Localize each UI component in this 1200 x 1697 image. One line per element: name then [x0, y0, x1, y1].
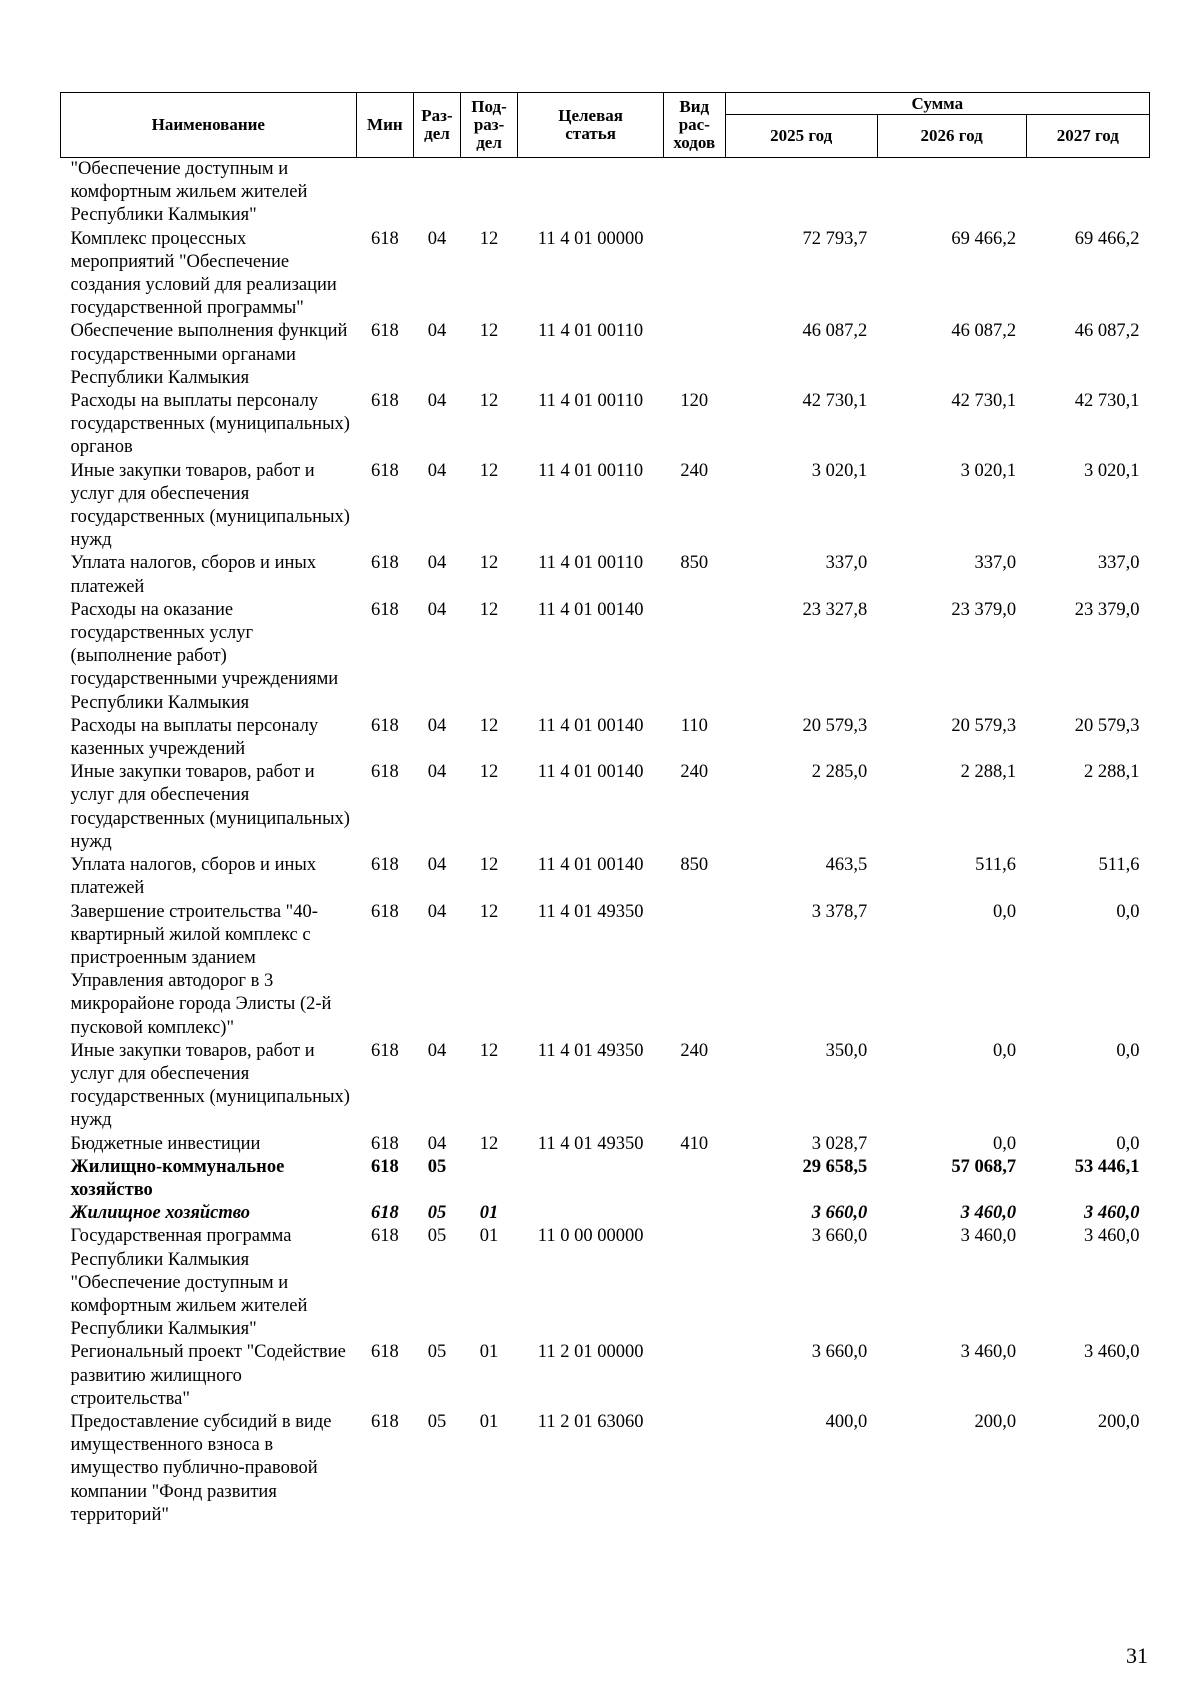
- row-amount-2027: 42 730,1: [1074, 391, 1140, 412]
- row-razdel: 05: [427, 1203, 447, 1224]
- row-amount-2027: 0,0: [1116, 1133, 1140, 1154]
- row-razdel: 05: [427, 1411, 447, 1432]
- row-amount-2026: 511,6: [975, 855, 1017, 876]
- row-vid-rashodov: 240: [680, 1040, 709, 1061]
- row-amount-2025: 23 327,8: [802, 599, 868, 620]
- table-row: [61, 158, 1150, 228]
- table-header: [61, 93, 1150, 158]
- row-podrazdel: 12: [479, 901, 499, 922]
- row-vid-rashodov: 240: [680, 762, 709, 783]
- row-amount-2025: 3 378,7: [811, 901, 868, 922]
- row-vid-rashodov: [663, 599, 725, 715]
- row-amount-2025: 463,5: [825, 855, 868, 876]
- row-amount-2027: 23 379,0: [1074, 599, 1140, 620]
- header-celevaya-statya: Целевая статья: [518, 93, 664, 158]
- row-podrazdel: 12: [479, 1133, 499, 1154]
- header-2026: 2026 год: [877, 115, 1026, 158]
- row-min: 618: [370, 1040, 399, 1061]
- row-amount-2027: 69 466,2: [1074, 228, 1140, 249]
- row-name: Жилищное хозяйство: [70, 1203, 251, 1224]
- row-podrazdel: 01: [479, 1342, 499, 1363]
- row-razdel: 04: [427, 228, 447, 249]
- row-podrazdel: 12: [479, 391, 499, 412]
- table-row: [61, 228, 1150, 321]
- row-amount-2027: 0,0: [1116, 901, 1140, 922]
- row-name: Комплекс процессных мероприятий "Обеспечение создания условий для реализации государственной программы": [70, 228, 337, 319]
- row-celevaya-statya: 11 4 01 00110: [538, 391, 644, 412]
- row-vid-rashodov: 850: [680, 553, 709, 574]
- table-body: [61, 158, 1150, 1527]
- row-razdel: 04: [427, 901, 447, 922]
- row-vid-rashodov: 110: [680, 715, 708, 736]
- row-amount-2025: 3 020,1: [811, 460, 868, 481]
- row-podrazdel: 12: [479, 460, 499, 481]
- row-name: Жилищно-коммунальное хозяйство: [70, 1156, 285, 1200]
- row-podrazdel: 12: [479, 553, 499, 574]
- row-name: Расходы на выплаты персоналу казенных учреждений: [70, 715, 319, 760]
- row-amount-2026: 3 460,0: [960, 1342, 1017, 1363]
- table-row: [61, 761, 1150, 854]
- row-podrazdel: [460, 158, 517, 228]
- row-amount-2025: 400,0: [825, 1411, 868, 1432]
- row-amount-2027: 200,0: [1097, 1411, 1140, 1432]
- table-row: [61, 1341, 1150, 1411]
- row-amount-2026: 3 020,1: [960, 460, 1017, 481]
- row-celevaya-statya: 11 4 01 00000: [537, 228, 644, 249]
- row-name: Бюджетные инвестиции: [70, 1133, 261, 1154]
- table-row: [61, 1040, 1150, 1133]
- row-celevaya-statya: 11 4 01 00110: [538, 321, 644, 342]
- table-row: [61, 1202, 1150, 1225]
- row-vid-rashodov: 120: [680, 391, 709, 412]
- header-summa: Сумма: [725, 93, 1149, 115]
- row-amount-2027: 0,0: [1116, 1040, 1140, 1061]
- row-podrazdel: 12: [479, 228, 499, 249]
- row-celevaya-statya: 11 4 01 00140: [537, 715, 644, 736]
- row-min: 618: [370, 599, 399, 620]
- row-vid-rashodov: 410: [680, 1133, 709, 1154]
- row-amount-2027: 3 020,1: [1084, 460, 1140, 481]
- row-amount-2027: [1026, 158, 1149, 228]
- row-name: Расходы на выплаты персоналу государственных (муниципальных) органов: [70, 391, 350, 458]
- row-min: 618: [370, 1226, 399, 1247]
- row-razdel: 04: [427, 460, 447, 481]
- row-name: Региональный проект "Содействие развитию жилищного строительства": [70, 1342, 346, 1409]
- row-min: 618: [370, 460, 399, 481]
- row-amount-2025: 3 660,0: [811, 1342, 868, 1363]
- row-amount-2026: 2 288,1: [960, 762, 1017, 783]
- row-razdel: 04: [427, 553, 447, 574]
- row-min: 618: [370, 553, 399, 574]
- page-number: 31: [1126, 1643, 1148, 1668]
- row-celevaya-statya: 11 4 01 49350: [537, 1040, 644, 1061]
- row-amount-2025: 42 730,1: [802, 391, 868, 412]
- table-row: [61, 1411, 1150, 1527]
- row-name: Иные закупки товаров, работ и услуг для обеспечения государственных (муниципальных) нужд: [70, 1040, 350, 1131]
- row-razdel: [414, 158, 461, 228]
- row-amount-2025: 3 660,0: [811, 1203, 868, 1224]
- table-row: [61, 1225, 1150, 1341]
- row-min: [356, 158, 413, 228]
- row-amount-2026: 0,0: [992, 901, 1017, 922]
- row-celevaya-statya: 11 2 01 63060: [537, 1411, 644, 1432]
- row-min: 618: [370, 1342, 399, 1363]
- row-podrazdel: 12: [479, 715, 499, 736]
- row-min: 618: [370, 1411, 399, 1432]
- header-min: Мин: [356, 93, 413, 158]
- row-celevaya-statya: 11 4 01 00110: [538, 553, 644, 574]
- row-amount-2025: 20 579,3: [802, 715, 868, 736]
- document-page: [60, 92, 1150, 1527]
- row-min: 618: [370, 1156, 399, 1177]
- row-amount-2025: 350,0: [825, 1040, 868, 1061]
- row-amount-2025: 2 285,0: [811, 762, 868, 783]
- row-amount-2026: 57 068,7: [951, 1156, 1017, 1177]
- table-row: [61, 1133, 1150, 1156]
- row-amount-2027: 3 460,0: [1084, 1226, 1140, 1247]
- row-amount-2025: [725, 158, 877, 228]
- row-razdel: 04: [427, 762, 447, 783]
- row-razdel: 04: [427, 391, 447, 412]
- table-row: [61, 460, 1150, 553]
- row-amount-2026: 42 730,1: [951, 391, 1017, 412]
- row-vid-rashodov: 240: [680, 460, 709, 481]
- row-celevaya-statya: 11 4 01 49350: [537, 901, 644, 922]
- budget-table: [60, 92, 1150, 1527]
- row-celevaya-statya: 11 4 01 00140: [537, 855, 644, 876]
- row-podrazdel: 12: [479, 599, 499, 620]
- row-name: "Обеспечение доступным и комфортным жильем жителей Республики Калмыкия": [70, 159, 308, 226]
- row-razdel: 04: [427, 321, 447, 342]
- row-amount-2026: 3 460,0: [960, 1203, 1017, 1224]
- row-razdel: 05: [427, 1226, 447, 1247]
- row-vid-rashodov: [663, 1411, 725, 1527]
- row-vid-rashodov: 850: [680, 855, 709, 876]
- row-amount-2026: 200,0: [974, 1411, 1017, 1432]
- row-celevaya-statya: [518, 1156, 664, 1202]
- table-row: [61, 599, 1150, 715]
- row-name: Расходы на оказание государственных услуг (выполнение работ) государственными учреждениями Республики Калмыкия: [70, 599, 339, 713]
- table-row: [61, 552, 1150, 598]
- header-2025: 2025 год: [725, 115, 877, 158]
- row-celevaya-statya: 11 2 01 00000: [537, 1342, 644, 1363]
- row-amount-2026: 23 379,0: [951, 599, 1017, 620]
- row-vid-rashodov: [663, 228, 725, 321]
- row-amount-2026: 0,0: [992, 1133, 1017, 1154]
- row-name: Иные закупки товаров, работ и услуг для обеспечения государственных (муниципальных) нужд: [70, 460, 350, 551]
- table-row: [61, 320, 1150, 390]
- row-amount-2027: 46 087,2: [1074, 321, 1140, 342]
- row-podrazdel: 12: [479, 855, 499, 876]
- row-name: Уплата налогов, сборов и иных платежей: [70, 855, 317, 899]
- row-amount-2026: 46 087,2: [951, 321, 1017, 342]
- row-name: Завершение строительства "40-квартирный жилой комплекс с пристроенным зданием Управления автодорог в 3 микрорайоне города Элисты (2-й пусковой комплекс)": [70, 901, 332, 1038]
- row-amount-2026: 20 579,3: [951, 715, 1017, 736]
- row-amount-2026: [877, 158, 1026, 228]
- row-name: Обеспечение выполнения функций государственными органами Республики Калмыкия: [70, 321, 348, 388]
- row-amount-2027: 3 460,0: [1084, 1203, 1140, 1224]
- row-podrazdel: [460, 1156, 517, 1202]
- row-vid-rashodov: [663, 1156, 725, 1202]
- row-amount-2026: 0,0: [992, 1040, 1017, 1061]
- row-celevaya-statya: 11 0 00 00000: [537, 1226, 644, 1247]
- row-celevaya-statya: 11 4 01 49350: [537, 1133, 644, 1154]
- row-name: Предоставление субсидий в виде имущественного взноса в имущество публично-правовой компании "Фонд развития территорий": [70, 1411, 332, 1525]
- row-amount-2027: 337,0: [1097, 553, 1140, 574]
- row-min: 618: [370, 1203, 399, 1224]
- row-amount-2026: 337,0: [974, 553, 1017, 574]
- table-row: [61, 1156, 1150, 1202]
- header-2027: 2027 год: [1026, 115, 1149, 158]
- header-razdel: Раз- дел: [414, 93, 461, 158]
- row-amount-2027: 53 446,1: [1074, 1156, 1140, 1177]
- row-min: 618: [370, 1133, 399, 1154]
- row-vid-rashodov: [663, 1225, 725, 1341]
- row-celevaya-statya: [518, 1202, 664, 1225]
- table-row: [61, 854, 1150, 900]
- row-name: Государственная программа Республики Калмыкия "Обеспечение доступным и комфортным жильем жителей Республики Калмыкия": [70, 1226, 308, 1340]
- row-amount-2025: 337,0: [825, 553, 868, 574]
- row-min: 618: [370, 855, 399, 876]
- row-podrazdel: 01: [479, 1203, 499, 1224]
- row-amount-2025: 3 660,0: [811, 1226, 868, 1247]
- row-celevaya-statya: 11 4 01 00140: [537, 762, 644, 783]
- row-amount-2027: 20 579,3: [1074, 715, 1140, 736]
- row-min: 618: [370, 715, 399, 736]
- row-vid-rashodov: [663, 1202, 725, 1225]
- row-razdel: 04: [427, 599, 447, 620]
- row-vid-rashodov: [663, 320, 725, 390]
- row-min: 618: [370, 762, 399, 783]
- row-celevaya-statya: 11 4 01 00140: [537, 599, 644, 620]
- row-amount-2026: 3 460,0: [960, 1226, 1017, 1247]
- table-row: [61, 390, 1150, 460]
- row-amount-2025: 46 087,2: [802, 321, 868, 342]
- row-vid-rashodov: [663, 901, 725, 1040]
- row-podrazdel: 01: [479, 1226, 499, 1247]
- row-amount-2025: 72 793,7: [802, 228, 868, 249]
- table-row: [61, 901, 1150, 1040]
- header-vid-rashodov: Вид рас- ходов: [663, 93, 725, 158]
- row-podrazdel: 12: [479, 1040, 499, 1061]
- row-min: 618: [370, 901, 399, 922]
- row-podrazdel: 01: [479, 1411, 499, 1432]
- row-razdel: 04: [427, 855, 447, 876]
- row-min: 618: [370, 228, 399, 249]
- row-razdel: 04: [427, 1040, 447, 1061]
- row-amount-2026: 69 466,2: [951, 228, 1017, 249]
- row-name: Иные закупки товаров, работ и услуг для обеспечения государственных (муниципальных) нужд: [70, 762, 350, 852]
- row-vid-rashodov: [663, 1341, 725, 1411]
- row-amount-2027: 3 460,0: [1084, 1342, 1140, 1363]
- row-amount-2025: 29 658,5: [802, 1156, 868, 1177]
- row-celevaya-statya: [518, 158, 664, 228]
- row-vid-rashodov: [663, 158, 725, 228]
- row-razdel: 04: [427, 1133, 447, 1154]
- table-row: [61, 715, 1150, 761]
- row-podrazdel: 12: [479, 321, 499, 342]
- row-min: 618: [370, 391, 399, 412]
- row-amount-2025: 3 028,7: [811, 1133, 868, 1154]
- header-name: Наименование: [61, 93, 357, 158]
- row-amount-2027: 511,6: [1098, 855, 1140, 876]
- row-amount-2027: 2 288,1: [1084, 762, 1140, 783]
- row-razdel: 05: [427, 1342, 447, 1363]
- row-celevaya-statya: 11 4 01 00110: [538, 460, 644, 481]
- header-podrazdel: Под- раз- дел: [460, 93, 517, 158]
- row-razdel: 04: [427, 715, 447, 736]
- row-name: Уплата налогов, сборов и иных платежей: [70, 553, 317, 597]
- row-razdel: 05: [427, 1156, 447, 1177]
- row-min: 618: [370, 321, 399, 342]
- row-podrazdel: 12: [479, 762, 499, 783]
